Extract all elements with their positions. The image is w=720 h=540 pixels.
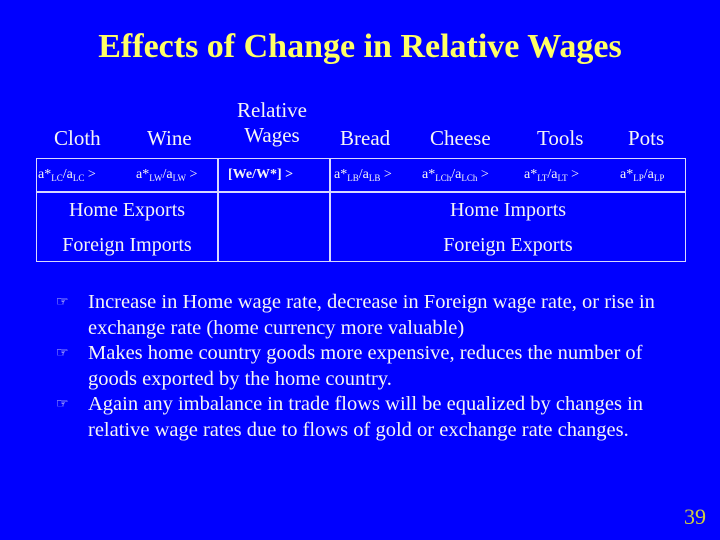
foreign-exports-label: Foreign Exports [443,234,573,256]
header-cheese: Cheese [430,126,491,150]
pointing-hand-icon: ☞ [56,346,69,361]
bullet-text: Again any imbalance in trade flows will be equalized by changes in relative wage rates due to flows of gold or exchange rate changes. [88,393,644,441]
bullet-item [56,341,666,392]
ratio-bread: $a*_{LB}/a_{LB}$ > [334,167,392,183]
ratio-tools: $a*_{LT}/a_{LT}$ > [524,167,580,183]
page-title: Effects of Change in Relative Wages [98,28,622,65]
header-wine: Wine [147,126,192,150]
bullet-text: Increase in Home wage rate, decrease in Foreign wage rate, or rise in exchange rate (home currency more valuable) [88,291,655,339]
header-pots: Pots [628,126,665,150]
home-imports-label: Home Imports [449,199,567,221]
header-relative-wages-line1: Relative [237,98,307,122]
header-relative-wages [226,98,318,148]
page-number: 39 [684,504,706,529]
pointing-hand-icon: ☞ [56,397,69,412]
bullet-item [56,392,666,443]
header-cloth: Cloth [54,126,101,150]
home-exports-label: Home Exports [68,199,186,221]
pointing-hand-icon: ☞ [56,295,69,310]
foreign-imports-label: Foreign Imports [62,234,192,256]
ratio-wage: [We/W*] > [228,167,294,182]
ratio-pots: $a*_{LP}/a_{LP}$ [620,167,665,183]
bullet-item [56,290,666,341]
ratio-cloth: $a*_{LC}/a_{LC}$ > [38,167,96,183]
table-cell-middle [218,192,330,262]
ratio-wine: $a*_{LW}/a_{LW}$ > [136,167,198,183]
ratio-cheese: $a*_{LCh}/a_{LCh}$ > [422,167,489,183]
bullet-text: Makes home country goods more expensive, reduces the number of goods exported by the home country. [88,342,643,390]
header-bread: Bread [340,126,391,150]
header-relative-wages-line2: Wages [244,123,300,147]
header-tools: Tools [537,126,584,150]
bullet-list [56,290,666,443]
